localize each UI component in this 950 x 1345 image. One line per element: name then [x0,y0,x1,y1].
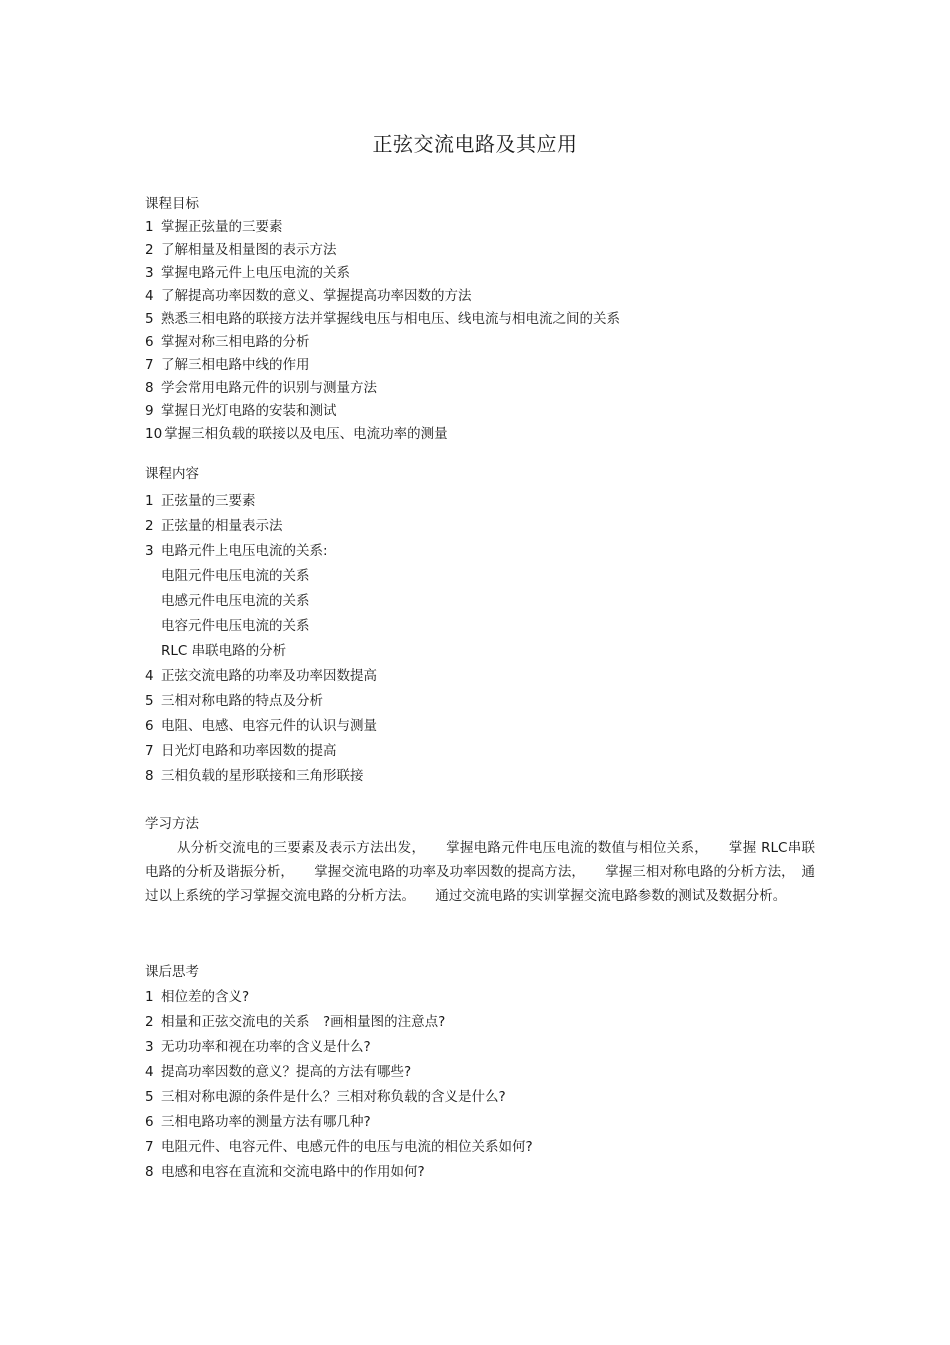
list-item-number: 3 [145,265,154,281]
list-item [145,423,815,446]
list-item-text: 提高功率因数的意义？提高的方法有哪些? [161,1064,412,1080]
method-section [145,812,815,908]
list-item [145,1110,815,1135]
method-paragraph: 从分析交流电的三要素及表示方法出发， 掌握电路元件电压电流的数值与相位关系， 掌握 RLC串联电路的分析及谐振分析， 掌握交流电路的功率及功率因数的提高方法， 掌握三相对称电路的分析方法， 通过以上系统的学习掌握交流电路的分析方法。 通过交流电路的实训掌握交流电路参数的测试及数据分析。 [145,840,815,904]
list-item [145,1085,815,1110]
list-item-text: 电路元件上电压电流的关系: [161,543,328,559]
list-item [145,539,815,564]
list-item-text: 三相电路功率的测量方法有哪几种? [161,1114,371,1130]
content-heading: 课程内容 [145,466,199,482]
list-item [145,489,815,514]
list-item-text: 掌握对称三相电路的分析 [161,334,310,350]
list-item-text: RLC 串联电路的分析 [161,643,287,659]
objectives-heading: 课程目标 [145,196,199,212]
list-item-text: 了解三相电路中线的作用 [161,357,310,373]
list-item-text: 掌握日光灯电路的安装和测试 [161,403,337,419]
list-item [145,354,815,377]
list-item-number: 4 [145,288,154,304]
list-item-number: 6 [145,718,154,734]
list-item [145,589,815,614]
list-item-number: 1 [145,219,154,235]
list-item [145,639,815,664]
list-item [145,216,815,239]
list-item-number: 4 [145,668,154,684]
list-item-text: 日光灯电路和功率因数的提高 [161,743,337,759]
list-item-number: 1 [145,989,154,1005]
document-title: 正弦交流电路及其应用 [372,132,578,156]
content-section [145,462,815,789]
list-item-text: 熟悉三相电路的联接方法并掌握线电压与相电压、线电流与相电流之间的关系 [161,311,620,327]
list-item-number: 4 [145,1064,154,1080]
list-item [145,689,815,714]
list-item-number: 3 [145,543,154,559]
list-item-text: 掌握正弦量的三要素 [161,219,283,235]
list-item-number: 2 [145,242,154,258]
list-item-text: 了解相量及相量图的表示方法 [161,242,337,258]
list-item [145,285,815,308]
list-item [145,400,815,423]
list-item-text: 学会常用电路元件的识别与测量方法 [161,380,377,396]
objectives-list [145,216,815,446]
list-item-number: 2 [145,1014,154,1030]
list-item-number: 8 [145,1164,154,1180]
list-item-number: 5 [145,1089,154,1105]
list-item [145,239,815,262]
list-item [145,1060,815,1085]
list-item-text: 正弦交流电路的功率及功率因数提高 [161,668,377,684]
list-item-number: 5 [145,693,154,709]
list-item [145,764,815,789]
list-item-number: 7 [145,357,154,373]
list-item-text: 电感和电容在直流和交流电路中的作用如何? [161,1164,425,1180]
list-item-text: 相量和正弦交流电的关系 ?画相量图的注意点? [161,1014,446,1030]
list-item-number: 6 [145,334,154,350]
list-item-number: 7 [145,1139,154,1155]
list-item [145,664,815,689]
list-item [145,1135,815,1160]
content-list [145,489,815,789]
list-item-text: 电感元件电压电流的关系 [161,593,310,609]
list-item-number: 3 [145,1039,154,1055]
reflection-list [145,985,815,1185]
list-item-text: 电阻元件、电容元件、电感元件的电压与电流的相位关系如何? [161,1139,533,1155]
list-item [145,714,815,739]
list-item-number: 7 [145,743,154,759]
method-heading: 学习方法 [145,816,199,832]
list-item-text: 正弦量的相量表示法 [161,518,283,534]
list-item [145,1160,815,1185]
list-item [145,262,815,285]
list-item-text: 掌握电路元件上电压电流的关系 [161,265,350,281]
list-item-number: 2 [145,518,154,534]
list-item-text: 了解提高功率因数的意义、掌握提高功率因数的方法 [161,288,472,304]
list-item-text: 电阻元件电压电流的关系 [161,568,310,584]
list-item-text: 三相对称电路的特点及分析 [161,693,323,709]
list-item [145,1035,815,1060]
list-item [145,739,815,764]
list-item [145,377,815,400]
list-item-number: 6 [145,1114,154,1130]
list-item-text: 正弦量的三要素 [161,493,256,509]
list-item [145,985,815,1010]
objectives-section [145,192,815,446]
list-item-number: 5 [145,311,154,327]
list-item [145,308,815,331]
list-item-number: 8 [145,380,154,396]
list-item [145,331,815,354]
list-item-number: 1 [145,493,154,509]
list-item [145,514,815,539]
list-item-text: 三相对称电源的条件是什么？三相对称负载的含义是什么? [161,1089,506,1105]
list-item-number: 10 [145,426,163,442]
list-item-text: 无功功率和视在功率的含义是什么? [161,1039,371,1055]
list-item-number: 9 [145,403,154,419]
list-item-text: 电阻、电感、电容元件的认识与测量 [161,718,377,734]
list-item [145,614,815,639]
list-item-text: 相位差的含义? [161,989,250,1005]
list-item-text: 掌握三相负载的联接以及电压、电流功率的测量 [164,426,448,442]
reflection-heading: 课后思考 [145,964,199,980]
list-item [145,1010,815,1035]
reflection-section [145,960,815,1185]
list-item-text: 三相负载的星形联接和三角形联接 [161,768,364,784]
list-item [145,564,815,589]
list-item-text: 电容元件电压电流的关系 [161,618,310,634]
list-item-number: 8 [145,768,154,784]
